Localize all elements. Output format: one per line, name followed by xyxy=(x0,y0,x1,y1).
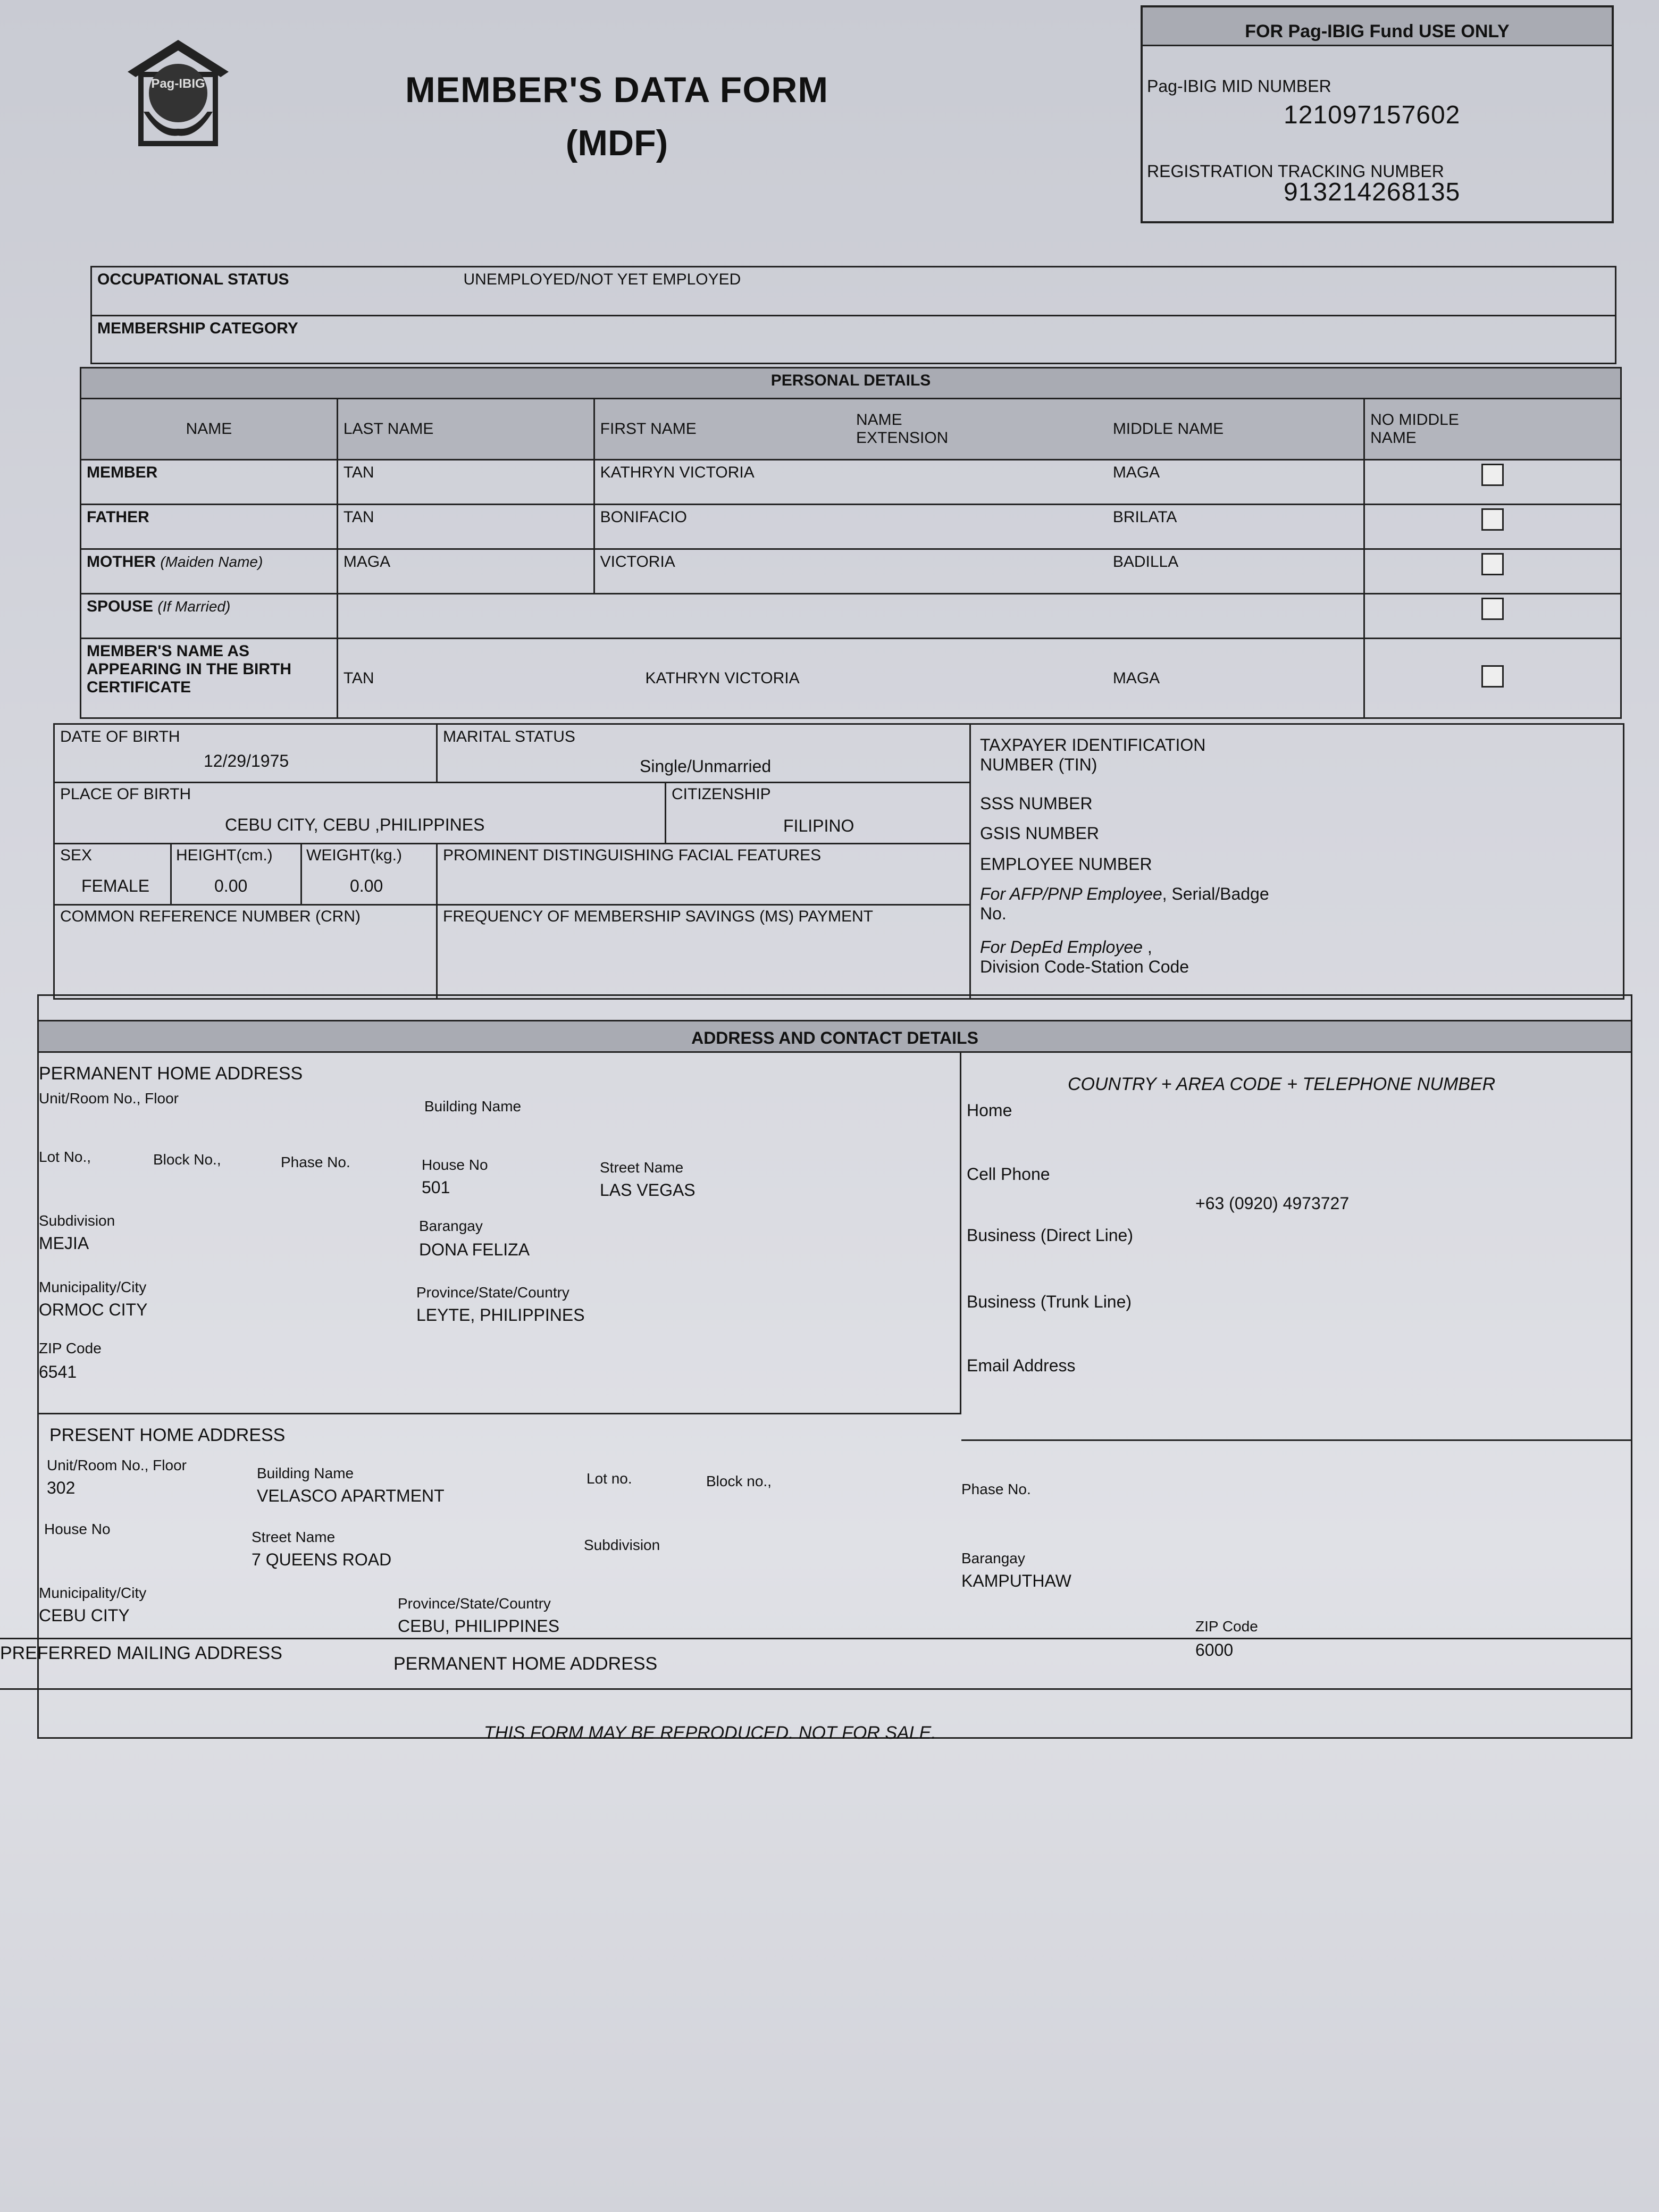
pob-label: PLACE OF BIRTH xyxy=(60,785,191,803)
height-value[interactable]: 0.00 xyxy=(214,876,248,895)
perm-house-label: House No xyxy=(422,1157,488,1173)
row-member xyxy=(81,460,1621,505)
col-first-name: FIRST NAME xyxy=(594,399,851,460)
cell-phone-label: Cell Phone xyxy=(967,1164,1050,1184)
birthcert-last-name[interactable]: TAN xyxy=(337,639,594,718)
perm-street-value[interactable]: LAS VEGAS xyxy=(600,1180,696,1200)
perm-street-label: Street Name xyxy=(600,1159,684,1176)
address-band: ADDRESS AND CONTACT DETAILS xyxy=(39,1020,1631,1053)
pres-phase-label[interactable]: Phase No. xyxy=(961,1481,1031,1497)
facial-features-cell[interactable] xyxy=(438,844,969,906)
height-label: HEIGHT(cm.) xyxy=(176,847,273,864)
logo-text: Pag-IBIG xyxy=(151,77,205,91)
occupational-status-label: OCCUPATIONAL STATUS xyxy=(91,267,458,316)
birthcert-middle-name[interactable]: MAGA xyxy=(1108,639,1364,718)
pres-street-value[interactable]: 7 QUEENS ROAD xyxy=(252,1550,392,1569)
mailing-divider xyxy=(0,1638,1632,1639)
membership-category-label: MEMBERSHIP CATEGORY xyxy=(91,316,458,364)
perm-barangay-label: Barangay xyxy=(419,1218,483,1234)
cell-phone-value[interactable]: +63 (0920) 4973727 xyxy=(1195,1194,1350,1213)
marital-label: MARITAL STATUS xyxy=(443,728,575,745)
mid-number-value: 121097157602 xyxy=(1284,101,1461,129)
perm-zip-label: ZIP Code xyxy=(39,1340,102,1356)
business-trunk-label[interactable]: Business (Trunk Line) xyxy=(967,1292,1132,1311)
pres-unit-label: Unit/Room No., Floor xyxy=(47,1457,187,1473)
ms-frequency-label: FREQUENCY OF MEMBERSHIP SAVINGS (MS) PAYMENT xyxy=(443,908,873,925)
pagibig-logo-icon xyxy=(117,32,239,154)
col-no-middle-name: NO MIDDLE NAME xyxy=(1364,399,1621,460)
fund-box-heading: FOR Pag-IBIG Fund USE ONLY xyxy=(1143,7,1612,46)
perm-province-value[interactable]: LEYTE, PHILIPPINES xyxy=(416,1305,585,1325)
perm-subdivision-label: Subdivision xyxy=(39,1212,115,1229)
spouse-no-middle-checkbox[interactable] xyxy=(1481,598,1504,620)
email-address-label[interactable]: Email Address xyxy=(967,1356,1076,1375)
form-title: MEMBER'S DATA FORM xyxy=(405,70,828,110)
perm-province-label: Province/State/Country xyxy=(416,1284,569,1301)
status-table xyxy=(90,266,1616,364)
facial-features-label: PROMINENT DISTINGUISHING FACIAL FEATURES xyxy=(443,847,822,864)
pres-unit-value[interactable]: 302 xyxy=(47,1478,76,1497)
father-no-middle-checkbox[interactable] xyxy=(1481,508,1504,531)
perm-zip-value[interactable]: 6541 xyxy=(39,1362,77,1381)
pres-barangay-value[interactable]: KAMPUTHAW xyxy=(961,1571,1071,1590)
membership-category-value[interactable] xyxy=(458,316,1616,364)
rtn-value: 913214268135 xyxy=(1284,178,1461,206)
sss-label[interactable]: SSS NUMBER xyxy=(980,794,1093,813)
mother-name-extension[interactable] xyxy=(851,549,1108,594)
row-mother xyxy=(81,549,1621,594)
marital-value[interactable]: Single/Unmarried xyxy=(640,757,772,776)
row-label: MOTHER (Maiden Name) xyxy=(81,549,338,594)
contact-heading: COUNTRY + AREA CODE + TELEPHONE NUMBER xyxy=(1068,1074,1496,1094)
sex-cell xyxy=(55,844,172,906)
row-label: MEMBER xyxy=(81,460,338,505)
marital-cell xyxy=(438,725,969,783)
birth-certificate-label: MEMBER'S NAME AS APPEARING IN THE BIRTH CERTIFICATE xyxy=(81,639,338,718)
member-middle-name[interactable]: MAGA xyxy=(1108,460,1364,505)
perm-block-label[interactable]: Block No., xyxy=(153,1151,221,1168)
dob-label: DATE OF BIRTH xyxy=(60,728,180,745)
perm-city-value[interactable]: ORMOC CITY xyxy=(39,1300,148,1319)
pob-cell xyxy=(55,783,666,844)
employee-number-label[interactable]: EMPLOYEE NUMBER xyxy=(980,854,1152,874)
perm-barangay-value[interactable]: DONA FELIZA xyxy=(419,1240,530,1259)
pres-house-label[interactable]: House No xyxy=(44,1521,111,1537)
citizenship-label: CITIZENSHIP xyxy=(672,785,771,803)
pres-province-value[interactable]: CEBU, PHILIPPINES xyxy=(398,1616,560,1636)
pres-city-label: Municipality/City xyxy=(39,1585,147,1601)
mother-last-name[interactable]: MAGA xyxy=(337,549,594,594)
height-cell xyxy=(172,844,302,906)
pres-barangay-label: Barangay xyxy=(961,1550,1025,1566)
member-no-middle-checkbox[interactable] xyxy=(1481,464,1504,486)
perm-phase-label[interactable]: Phase No. xyxy=(281,1154,350,1170)
perm-city-label: Municipality/City xyxy=(39,1279,147,1295)
sex-label: SEX xyxy=(60,847,93,864)
weight-cell xyxy=(302,844,438,906)
birthcert-first-name[interactable]: KATHRYN VICTORIA xyxy=(594,639,851,718)
pres-zip-value[interactable]: 6000 xyxy=(1195,1640,1234,1660)
id-numbers-panel xyxy=(975,725,1618,1000)
perm-house-value[interactable]: 501 xyxy=(422,1178,450,1197)
home-phone-label[interactable]: Home xyxy=(967,1101,1012,1120)
mailing-value[interactable]: PERMANENT HOME ADDRESS xyxy=(393,1654,658,1674)
ms-frequency-cell[interactable] xyxy=(438,906,969,1000)
perm-subdivision-value[interactable]: MEJIA xyxy=(39,1234,89,1253)
crn-cell[interactable] xyxy=(55,906,438,1000)
pres-subdivision-label[interactable]: Subdivision xyxy=(584,1537,660,1553)
col-last-name: LAST NAME xyxy=(337,399,594,460)
tin-label[interactable]: TAXPAYER IDENTIFICATION NUMBER (TIN) xyxy=(980,735,1206,774)
father-name-extension[interactable] xyxy=(851,505,1108,549)
crn-label: COMMON REFERENCE NUMBER (CRN) xyxy=(60,908,361,925)
mother-no-middle-checkbox[interactable] xyxy=(1481,553,1504,575)
col-name: NAME xyxy=(81,399,338,460)
father-last-name[interactable]: TAN xyxy=(337,505,594,549)
pres-city-value[interactable]: CEBU CITY xyxy=(39,1606,130,1625)
gsis-label[interactable]: GSIS NUMBER xyxy=(980,824,1100,843)
weight-value[interactable]: 0.00 xyxy=(350,876,383,895)
footer-note: THIS FORM MAY BE REPRODUCED. NOT FOR SALE. xyxy=(484,1723,936,1743)
personal-details-band: PERSONAL DETAILS xyxy=(81,368,1621,399)
sex-value[interactable]: FEMALE xyxy=(81,876,150,895)
personal-info-grid xyxy=(53,723,1624,1000)
row-father xyxy=(81,505,1621,549)
citizenship-value[interactable]: FILIPINO xyxy=(783,816,854,835)
mother-middle-name[interactable]: BADILLA xyxy=(1108,549,1364,594)
mailing-label: PREFERRED MAILING ADDRESS xyxy=(0,1643,282,1663)
perm-unit-label[interactable]: Unit/Room No., Floor xyxy=(39,1090,179,1107)
pob-value[interactable]: CEBU CITY, CEBU ,PHILIPPINES xyxy=(225,815,485,834)
present-address-heading: PRESENT HOME ADDRESS xyxy=(49,1425,286,1445)
rtn-label: REGISTRATION TRACKING NUMBER xyxy=(1147,162,1444,181)
mother-first-name[interactable]: VICTORIA xyxy=(594,549,851,594)
pres-block-label[interactable]: Block no., xyxy=(706,1473,772,1489)
citizenship-cell xyxy=(666,783,969,844)
row-label: SPOUSE (If Married) xyxy=(81,594,338,639)
dob-cell xyxy=(55,725,438,783)
pres-zip-label: ZIP Code xyxy=(1195,1618,1258,1635)
row-label: FATHER xyxy=(81,505,338,549)
member-first-name[interactable]: KATHRYN VICTORIA xyxy=(594,460,851,505)
bottom-divider xyxy=(0,1688,1632,1690)
occupational-status-value[interactable]: UNEMPLOYED/NOT YET EMPLOYED xyxy=(458,267,1616,316)
pres-lot-label[interactable]: Lot no. xyxy=(586,1470,632,1487)
father-first-name[interactable]: BONIFACIO xyxy=(594,505,851,549)
pres-street-label: Street Name xyxy=(252,1529,336,1545)
row-birth-certificate xyxy=(81,639,1621,718)
weight-label: WEIGHT(kg.) xyxy=(306,847,402,864)
col-name-extension: NAME EXTENSION xyxy=(851,399,1108,460)
personal-details-table xyxy=(80,367,1622,719)
spouse-name[interactable] xyxy=(337,594,1364,639)
dob-value[interactable]: 12/29/1975 xyxy=(204,751,289,770)
fund-use-box xyxy=(1141,5,1614,223)
address-contact-section xyxy=(37,994,1632,1739)
permanent-address-heading: PERMANENT HOME ADDRESS xyxy=(39,1063,303,1084)
afp-pnp-label[interactable]: For AFP/PNP Employee, Serial/Badge No. xyxy=(980,884,1269,923)
mid-number-label: Pag-IBIG MID NUMBER xyxy=(1147,77,1331,96)
col-middle-name: MIDDLE NAME xyxy=(1108,399,1364,460)
pres-building-label: Building Name xyxy=(257,1465,354,1481)
member-name-extension[interactable] xyxy=(851,460,1108,505)
perm-building-label[interactable]: Building Name xyxy=(424,1098,522,1115)
perm-lot-label[interactable]: Lot No., xyxy=(39,1149,91,1165)
row-spouse xyxy=(81,594,1621,639)
pres-building-value[interactable]: VELASCO APARTMENT xyxy=(257,1486,445,1505)
permanent-address-block xyxy=(39,1053,961,1414)
member-last-name[interactable]: TAN xyxy=(337,460,594,505)
business-direct-label[interactable]: Business (Direct Line) xyxy=(967,1226,1133,1245)
present-address-block xyxy=(2,1414,1631,1643)
father-middle-name[interactable]: BRILATA xyxy=(1108,505,1364,549)
contact-block xyxy=(961,1053,1631,1441)
pres-province-label: Province/State/Country xyxy=(398,1595,551,1612)
birthcert-no-middle-checkbox[interactable] xyxy=(1481,665,1504,688)
deped-label[interactable]: For DepEd Employee , Division Code-Station Code xyxy=(980,937,1189,976)
form-subtitle: (MDF) xyxy=(565,123,668,163)
